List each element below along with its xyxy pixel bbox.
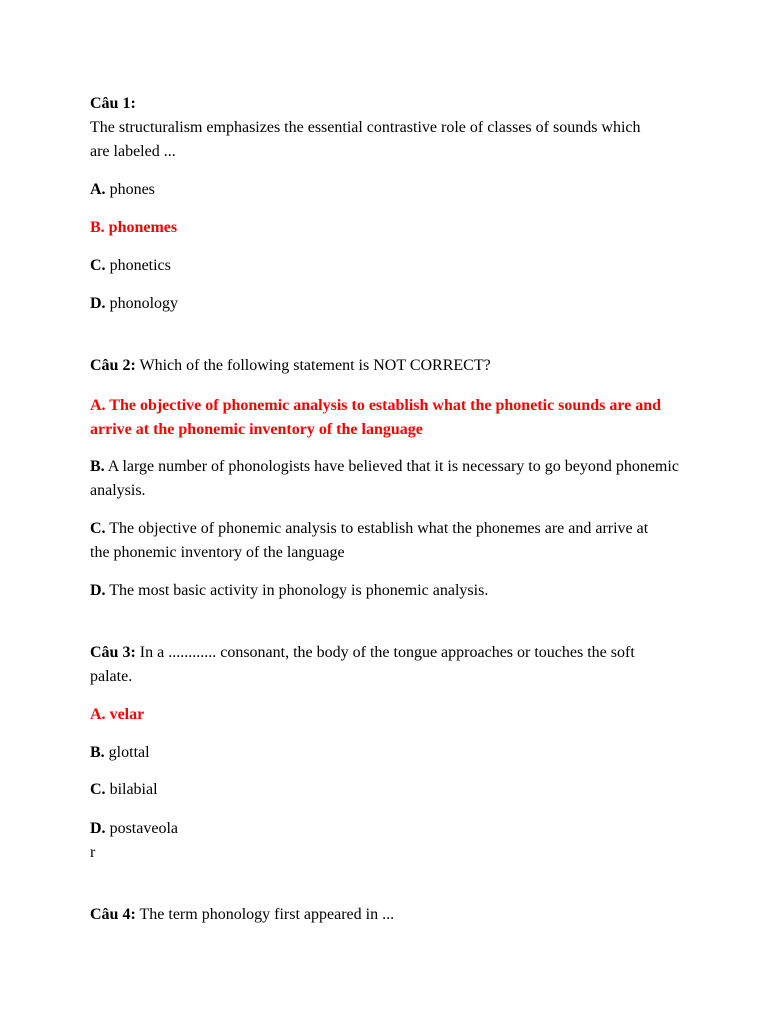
option-letter: B. xyxy=(90,219,105,236)
option-text: phonetics xyxy=(105,257,171,274)
question-1-option-a xyxy=(90,178,690,202)
option-letter: D. xyxy=(90,582,106,599)
option-text: phonemes xyxy=(104,219,178,236)
option-text: phones xyxy=(105,181,155,198)
question-4-stem: The term phonology first appeared in ... xyxy=(135,906,395,923)
option-letter: A. xyxy=(90,181,106,198)
option-text: The most basic activity in phonology is phonemic analysis. xyxy=(105,582,489,599)
option-text: glottal xyxy=(104,744,150,761)
option-text: velar xyxy=(105,706,145,723)
option-letter: C. xyxy=(90,257,106,274)
option-text: The objective of phonemic analysis to establish what the phonemes are and arrive at the phonemic inventory of the language xyxy=(90,520,649,561)
question-2-option-a-answer xyxy=(90,394,680,442)
option-text: bilabial xyxy=(105,781,158,798)
question-1-stem: The structuralism emphasizes the essential contrastive role of classes of sounds which are labeled ... xyxy=(90,119,641,160)
option-text: postaveola xyxy=(105,820,178,837)
question-3-stem: In a ............ consonant, the body of the tongue approaches or touches the soft palate. xyxy=(90,644,635,685)
question-2-option-c xyxy=(90,517,660,565)
question-4 xyxy=(90,903,690,927)
question-2-option-d xyxy=(90,579,690,603)
question-2-option-b xyxy=(90,455,680,503)
question-2 xyxy=(90,354,690,378)
question-3-option-d xyxy=(90,817,690,841)
question-3 xyxy=(90,641,680,689)
option-letter: C. xyxy=(90,520,106,537)
option-text: A large number of phonologists have believed that it is necessary to go beyond phonemic analysis. xyxy=(90,458,679,499)
option-text: The objective of phonemic analysis to establish what the phonetic sounds are and arrive at the phonemic inventory of the language xyxy=(90,397,662,438)
option-letter: D. xyxy=(90,820,106,837)
question-4-label: Câu 4: xyxy=(90,906,136,923)
question-3-label: Câu 3: xyxy=(90,644,136,661)
question-3-option-d-wrap: r xyxy=(90,844,96,861)
question-1-label: Câu 1: xyxy=(90,95,136,112)
option-letter: C. xyxy=(90,781,106,798)
option-letter: A. xyxy=(90,397,106,414)
question-3-option-a-answer xyxy=(90,703,690,727)
option-text: phonology xyxy=(105,295,179,312)
question-3-option-b xyxy=(90,741,690,765)
question-2-label: Câu 2: xyxy=(90,357,136,374)
option-letter: D. xyxy=(90,295,106,312)
question-1-option-d xyxy=(90,292,690,316)
question-1-option-b-answer xyxy=(90,216,690,240)
option-letter: A. xyxy=(90,706,106,723)
option-letter: B. xyxy=(90,458,105,475)
question-3-option-c xyxy=(90,778,690,802)
question-2-stem: Which of the following statement is NOT CORRECT? xyxy=(135,357,491,374)
question-1-option-c xyxy=(90,254,690,278)
option-letter: B. xyxy=(90,744,105,761)
